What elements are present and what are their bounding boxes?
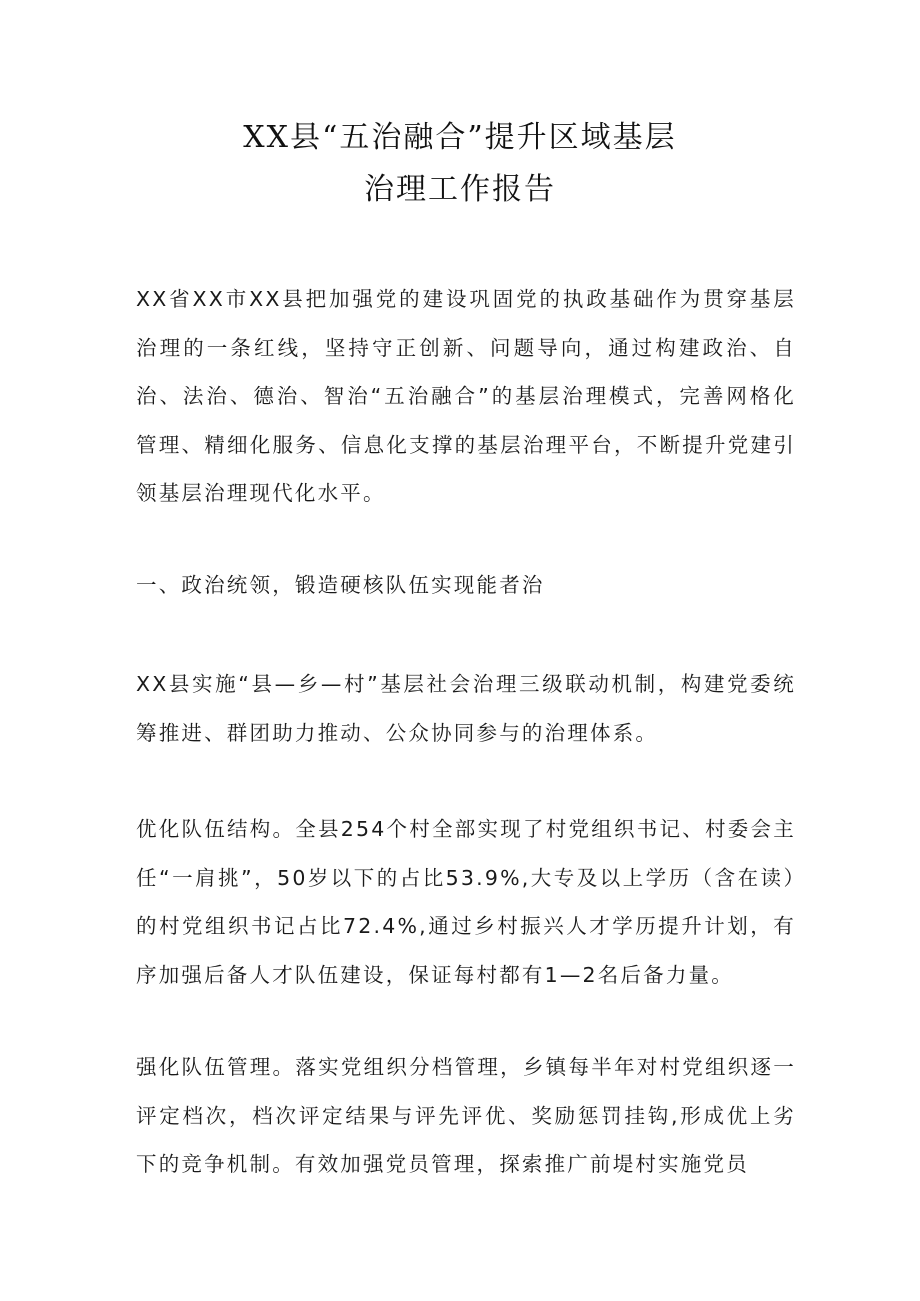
title-line-2: 治理工作报告 bbox=[364, 172, 556, 207]
document-title bbox=[0, 112, 920, 216]
title-line-1: XX县“五治融合”提升区域基层 bbox=[243, 120, 677, 155]
paragraph-team-management: 强化队伍管理。落实党组织分档管理，乡镇每半年对村党组织逐一评定档次，档次评定结果与评先评优、奖励惩罚挂钩,形成优上劣下的竞争机制。有效加强党员管理，探索推广前堤村实施党员 bbox=[136, 1055, 796, 1176]
paragraph-intro: XX省XX市XX县把加强党的建设巩固党的执政基础作为贯穿基层治理的一条红线，坚持守正创新、问题导向，通过构建政治、自治、法治、德治、智治“五治融合”的基层治理模式，完善网格化管理、精细化服务、信息化支撑的基层治理平台，不断提升党建引领基层治理现代化水平。 bbox=[136, 287, 796, 505]
section-heading-1: 一、政治统领，锻造硬核队伍实现能者治 bbox=[136, 573, 545, 597]
paragraph-mechanism: XX县实施“县—乡—村”基层社会治理三级联动机制，构建党委统筹推进、群团助力推动、公众协同参与的治理体系。 bbox=[136, 672, 796, 745]
paragraph-team-structure: 优化队伍结构。全县254个村全部实现了村党组织书记、村委会主任“一肩挑”，50岁以下的占比53.9%,大专及以上学历（含在读）的村党组织书记占比72.4%,通过乡村振兴人才学历提升计划，有序加强后备人才队伍建设，保证每村都有1—2名后备力量。 bbox=[136, 817, 796, 987]
